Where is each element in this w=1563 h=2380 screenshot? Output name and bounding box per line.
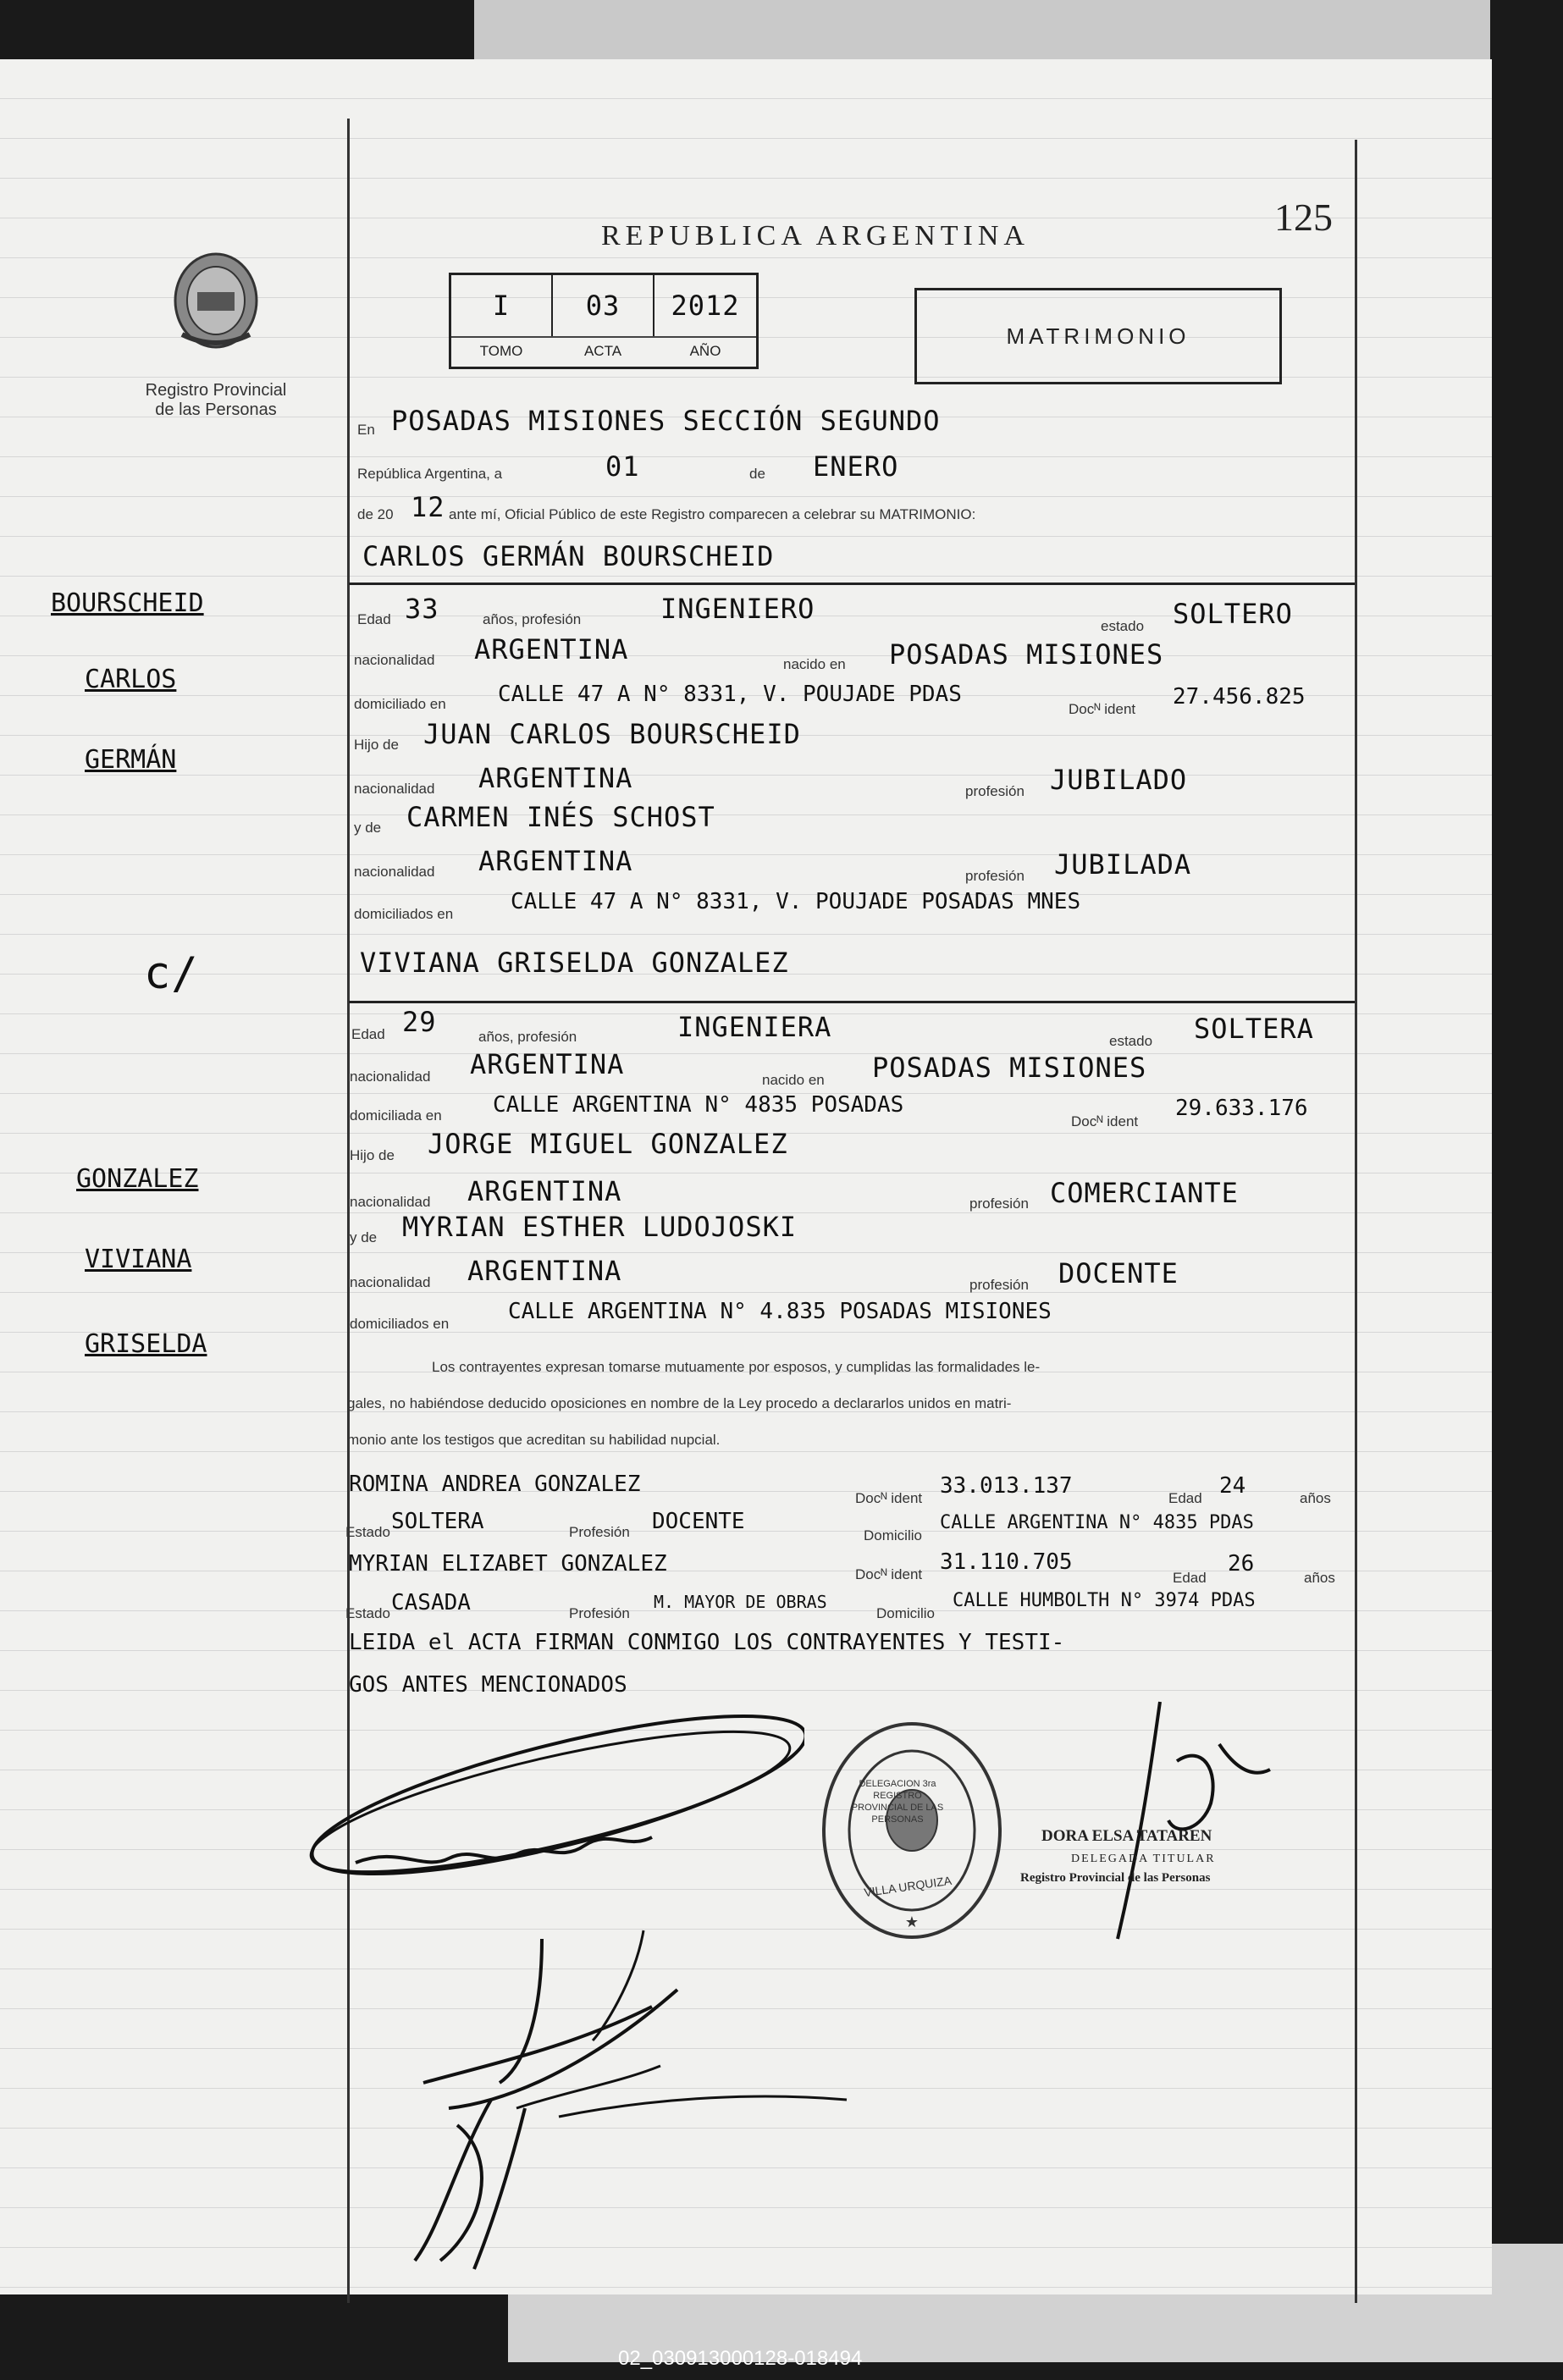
- ano-label: AÑO: [689, 343, 721, 359]
- groom-signature: [279, 1702, 804, 1922]
- groom-age: 33: [405, 593, 439, 625]
- witness2-age: 26: [1228, 1551, 1255, 1577]
- closing-line1: LEIDA el ACTA FIRMAN CONMIGO LOS CONTRAYENTES Y TESTI-: [349, 1630, 1065, 1655]
- page-number: 125: [1274, 196, 1333, 239]
- bride-father-nationality: ARGENTINA: [467, 1175, 622, 1207]
- groom-mother: CARMEN INÉS SCHOST: [406, 801, 715, 833]
- groom-profession: INGENIERO: [660, 593, 815, 625]
- witness2-doc: 31.110.705: [940, 1549, 1073, 1575]
- bride-doc-label: Docᴺ ident: [1071, 1113, 1139, 1129]
- groom-nacido-label: nacido en: [783, 656, 846, 672]
- witness2-anos-label: años: [1304, 1570, 1335, 1586]
- groom-father-profession: JUBILADO: [1050, 764, 1188, 796]
- witness2-status: CASADA: [391, 1590, 471, 1615]
- witness2-doc-label: Docᴺ ident: [855, 1566, 923, 1582]
- bride-father: JORGE MIGUEL GONZALEZ: [428, 1128, 788, 1160]
- groom-parents-domicilio-label: domiciliados en: [354, 906, 454, 922]
- tomo-value: I: [492, 290, 511, 322]
- bride-birthplace: POSADAS MISIONES: [872, 1052, 1147, 1084]
- bride-hijo-label: Hijo de: [350, 1147, 395, 1163]
- witness2-profesion-label: Profesión: [569, 1605, 630, 1621]
- groom-father: JUAN CARLOS BOURSCHEID: [423, 718, 801, 750]
- declaration-line2: gales, no habiéndose deducido oposiciones en nombre de la Ley procedo a declararlos unidos en matri-: [347, 1395, 1012, 1411]
- margin-groom-surname: BOURSCHEID: [51, 588, 204, 618]
- witness2-name: MYRIAN ELIZABET GONZALEZ: [349, 1551, 667, 1577]
- groom-mother-prof-label: profesión: [965, 868, 1025, 884]
- bride-domicilio-label: domiciliada en: [350, 1107, 442, 1124]
- officer-office: Registro Provincial de las Personas: [1020, 1871, 1211, 1885]
- groom-nationality: ARGENTINA: [474, 633, 629, 665]
- republica-label: República Argentina, a: [357, 466, 503, 482]
- groom-nacionalidad-label: nacionalidad: [354, 652, 435, 668]
- closing-line2: GOS ANTES MENCIONADOS: [349, 1672, 627, 1698]
- bride-mother-nat-label: nacionalidad: [350, 1274, 431, 1290]
- year-suffix: 12: [411, 491, 445, 523]
- acta-value: 03: [585, 290, 621, 322]
- witness1-age: 24: [1219, 1473, 1246, 1499]
- witness1-status: SOLTERA: [391, 1509, 484, 1534]
- seal-city: VILLA URQUIZA: [863, 1873, 953, 1900]
- coat-of-arms-logo: [165, 250, 267, 356]
- left-margin-rule: [347, 119, 350, 2303]
- witness1-profession: DOCENTE: [652, 1509, 745, 1534]
- bride-profesion-label: años, profesión: [478, 1029, 577, 1045]
- bride-mother-nationality: ARGENTINA: [467, 1255, 622, 1287]
- bride-father-profession: COMERCIANTE: [1050, 1177, 1239, 1209]
- acta-label: ACTA: [583, 343, 622, 359]
- groom-father-nationality: ARGENTINA: [478, 762, 633, 794]
- groom-mother-nationality: ARGENTINA: [478, 845, 633, 877]
- place: POSADAS MISIONES SECCIÓN SEGUNDO: [391, 405, 941, 437]
- witness1-estado-label: Estado: [345, 1524, 390, 1540]
- bride-status: SOLTERA: [1194, 1013, 1314, 1045]
- ano-value: 2012: [671, 290, 740, 322]
- groom-mother-nat-label: nacionalidad: [354, 864, 435, 880]
- day: 01: [605, 450, 640, 483]
- groom-doc: 27.456.825: [1173, 684, 1306, 710]
- groom-full-name: CARLOS GERMÁN BOURSCHEID: [362, 540, 775, 572]
- bride-parents-address: CALLE ARGENTINA N° 4.835 POSADAS MISIONES: [508, 1299, 1052, 1324]
- witness1-doc-label: Docᴺ ident: [855, 1490, 923, 1506]
- bride-parents-domicilio-label: domiciliados en: [350, 1316, 450, 1332]
- svg-text:★: ★: [904, 1913, 920, 1930]
- document-type-box: [914, 288, 1282, 384]
- bride-mother-profession: DOCENTE: [1058, 1257, 1179, 1289]
- month: ENERO: [813, 450, 899, 483]
- groom-estado-label: estado: [1101, 618, 1145, 634]
- witness1-domicilio-label: Domicilio: [864, 1527, 922, 1543]
- bride-edad-label: Edad: [351, 1026, 385, 1042]
- margin-groom-name2: GERMÁN: [85, 745, 177, 775]
- witness1-address: CALLE ARGENTINA N° 4835 PDAS: [940, 1512, 1254, 1533]
- bride-nacionalidad-label: nacionalidad: [350, 1069, 431, 1085]
- groom-yde-label: y de: [354, 820, 382, 836]
- margin-bride-name1: VIVIANA: [85, 1245, 192, 1274]
- witness2-edad-label: Edad: [1173, 1570, 1207, 1586]
- page-title: REPUBLICA ARGENTINA: [601, 220, 1030, 251]
- groom-parents-address: CALLE 47 A N° 8331, V. POUJADE POSADAS MNES: [511, 889, 1081, 914]
- margin-bride-name2: GRISELDA: [85, 1329, 207, 1359]
- officer-name: DORA ELSA TATAREN: [1041, 1827, 1212, 1845]
- bride-nationality: ARGENTINA: [470, 1048, 625, 1080]
- witness2-domicilio-label: Domicilio: [876, 1605, 935, 1621]
- witness-signatures: [389, 2091, 864, 2278]
- bride-yde-label: y de: [350, 1229, 378, 1245]
- de-label: de: [749, 466, 765, 482]
- bride-mother: MYRIAN ESTHER LUDOJOSKI: [402, 1211, 798, 1243]
- file-id-caption: 02_030913000128-018494: [618, 2347, 863, 2370]
- groom-father-prof-label: profesión: [965, 783, 1025, 799]
- en-label: En: [357, 422, 375, 438]
- groom-hijo-label: Hijo de: [354, 737, 399, 753]
- tomo-acta-ano-box: [449, 273, 759, 369]
- bride-address: CALLE ARGENTINA N° 4835 POSADAS: [493, 1092, 904, 1118]
- bride-father-nat-label: nacionalidad: [350, 1194, 431, 1210]
- registry-name-line2: de las Personas: [155, 400, 277, 419]
- tomo-label: TOMO: [479, 343, 523, 359]
- bride-doc: 29.633.176: [1175, 1096, 1308, 1121]
- officer-title: DELEGADA TITULAR: [1071, 1853, 1216, 1865]
- declaration-line1: Los contrayentes expresan tomarse mutuamente por esposos, y cumplidas las formalidades le-: [432, 1359, 1041, 1375]
- witness1-name: ROMINA ANDREA GONZALEZ: [349, 1472, 641, 1497]
- groom-father-nat-label: nacionalidad: [354, 781, 435, 797]
- witness1-anos-label: años: [1300, 1490, 1331, 1506]
- bride-full-name: VIVIANA GRISELDA GONZALEZ: [360, 947, 789, 979]
- witness2-estado-label: Estado: [345, 1605, 390, 1621]
- bride-father-prof-label: profesión: [969, 1196, 1029, 1212]
- year-prefix: de 20: [357, 506, 394, 522]
- witness1-doc: 33.013.137: [940, 1473, 1073, 1499]
- groom-domicilio-label: domiciliado en: [354, 696, 446, 712]
- witness1-profesion-label: Profesión: [569, 1524, 630, 1540]
- register-page: [0, 59, 1492, 2294]
- groom-mother-profession: JUBILADA: [1054, 848, 1192, 881]
- groom-edad-label: Edad: [357, 611, 391, 627]
- comparecen-text: ante mí, Oficial Público de este Registro comparecen a celebrar su MATRIMONIO:: [449, 506, 976, 522]
- registry-name-line1: Registro Provincial: [145, 381, 287, 400]
- witness2-profession: M. MAYOR DE OBRAS: [654, 1592, 827, 1612]
- groom-profesion-label: años, profesión: [483, 611, 582, 627]
- officer-signature: [1084, 1693, 1304, 1947]
- groom-address: CALLE 47 A N° 8331, V. POUJADE PDAS: [498, 682, 962, 707]
- margin-bride-surname: GONZALEZ: [76, 1164, 199, 1194]
- registry-seal: [817, 1719, 1008, 1943]
- groom-birthplace: POSADAS MISIONES: [889, 638, 1164, 671]
- margin-groom-name1: CARLOS: [85, 665, 177, 694]
- seal-text: DELEGACION 3ra REGISTRO PROVINCIAL DE LAS PERSONAS: [851, 1779, 944, 1825]
- right-margin-rule: [1355, 140, 1357, 2303]
- bride-nacido-label: nacido en: [762, 1072, 825, 1088]
- bride-mother-prof-label: profesión: [969, 1277, 1029, 1293]
- bride-estado-label: estado: [1109, 1033, 1153, 1049]
- witness1-edad-label: Edad: [1168, 1490, 1202, 1506]
- witness2-address: CALLE HUMBOLTH N° 3974 PDAS: [953, 1590, 1256, 1611]
- bride-profession: INGENIERA: [677, 1011, 832, 1043]
- groom-status: SOLTERO: [1173, 598, 1293, 630]
- document-type: MATRIMONIO: [1006, 323, 1190, 349]
- bride-age: 29: [402, 1006, 437, 1038]
- margin-connector: c/: [144, 948, 199, 999]
- groom-doc-label: Docᴺ ident: [1069, 701, 1136, 717]
- declaration-line3: monio ante los testigos que acreditan su habilidad nupcial.: [347, 1432, 721, 1448]
